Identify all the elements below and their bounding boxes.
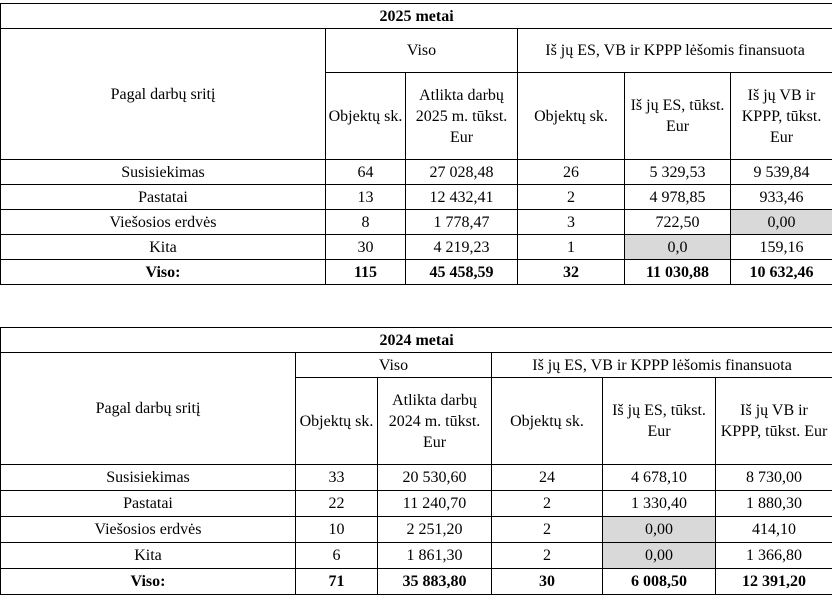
cell-objects: 6 [296,543,378,569]
cell-es: 11 030,88 [625,260,731,285]
cell-objects-funded: 32 [518,260,625,285]
cell-vb: 1 366,80 [716,543,832,569]
cell-area: Pastatai [1,185,326,210]
cell-objects: 10 [296,517,378,543]
total-row [1,569,832,595]
cell-area: Kita [1,235,326,260]
cell-es: 0,0 [625,235,731,260]
cell-vb: 414,10 [716,517,832,543]
cell-area: Viešosios erdvės [1,210,326,235]
cell-vb: 10 632,46 [731,260,832,285]
cell-objects: 71 [296,569,378,595]
cell-objects-funded: 1 [518,235,625,260]
cell-work: 4 219,23 [406,235,518,260]
cell-vb: 8 730,00 [716,465,832,491]
cell-es: 5 329,53 [625,160,731,185]
table-title: 2024 metai [1,328,832,353]
col-header-objects-funded: Objektų sk. [492,378,603,465]
cell-area: Viešosios erdvės [1,517,296,543]
cell-objects: 22 [296,491,378,517]
cell-objects: 8 [326,210,406,235]
table-row [1,185,832,210]
cell-es: 4 678,10 [603,465,716,491]
cell-objects-funded: 2 [492,517,603,543]
col-header-vb: Iš jų VB ir KPPP, tūkst. Eur [716,378,832,465]
cell-vb: 1 880,30 [716,491,832,517]
cell-vb: 12 391,20 [716,569,832,595]
cell-vb: 159,16 [731,235,832,260]
cell-vb: 9 539,84 [731,160,832,185]
cell-area: Kita [1,543,296,569]
cell-objects: 115 [326,260,406,285]
group-header-total: Viso [326,29,518,73]
group-header-funded: Iš jų ES, VB ir KPPP lėšomis finansuota [492,353,832,378]
cell-area: Susisiekimas [1,160,326,185]
cell-objects-funded: 30 [492,569,603,595]
table-row [1,517,832,543]
cell-objects: 30 [326,235,406,260]
cell-area: Pastatai [1,491,296,517]
cell-work: 2 251,20 [378,517,492,543]
table-row [1,235,832,260]
cell-objects-funded: 3 [518,210,625,235]
cell-area: Susisiekimas [1,465,296,491]
col-header-work: Atlikta darbų 2025 m. tūkst. Eur [406,73,518,160]
cell-objects-funded: 2 [492,543,603,569]
cell-objects-funded: 2 [492,491,603,517]
cell-es: 722,50 [625,210,731,235]
cell-es: 4 978,85 [625,185,731,210]
table-row [1,210,832,235]
table-2025 [0,3,832,285]
cell-area: Viso: [1,569,296,595]
cell-objects: 64 [326,160,406,185]
cell-area: Viso: [1,260,326,285]
cell-es: 0,00 [603,543,716,569]
col-header-es: Iš jų ES, tūkst. Eur [625,73,731,160]
cell-es: 0,00 [603,517,716,543]
row-header: Pagal darbų sritį [1,29,326,160]
cell-objects: 13 [326,185,406,210]
col-header-es: Iš jų ES, tūkst. Eur [603,378,716,465]
cell-work: 11 240,70 [378,491,492,517]
table-row [1,465,832,491]
cell-vb: 933,46 [731,185,832,210]
total-row [1,260,832,285]
col-header-objects: Objektų sk. [326,73,406,160]
cell-objects-funded: 24 [492,465,603,491]
cell-es: 1 330,40 [603,491,716,517]
group-header-funded: Iš jų ES, VB ir KPPP lėšomis finansuota [518,29,832,73]
cell-objects: 33 [296,465,378,491]
col-header-vb: Iš jų VB ir KPPP, tūkst. Eur [731,73,832,160]
cell-objects-funded: 26 [518,160,625,185]
cell-work: 35 883,80 [378,569,492,595]
col-header-objects: Objektų sk. [296,378,378,465]
col-header-work: Atlikta darbų 2024 m. tūkst. Eur [378,378,492,465]
cell-work: 45 458,59 [406,260,518,285]
cell-objects-funded: 2 [518,185,625,210]
group-header-total: Viso [296,353,492,378]
table-title: 2025 metai [1,4,832,29]
table-row [1,160,832,185]
table-2024 [0,327,832,595]
table-row [1,491,832,517]
col-header-objects-funded: Objektų sk. [518,73,625,160]
table-row [1,543,832,569]
cell-work: 20 530,60 [378,465,492,491]
cell-work: 1 861,30 [378,543,492,569]
row-header: Pagal darbų sritį [1,353,296,465]
cell-work: 12 432,41 [406,185,518,210]
cell-es: 6 008,50 [603,569,716,595]
cell-work: 27 028,48 [406,160,518,185]
cell-vb: 0,00 [731,210,832,235]
cell-work: 1 778,47 [406,210,518,235]
